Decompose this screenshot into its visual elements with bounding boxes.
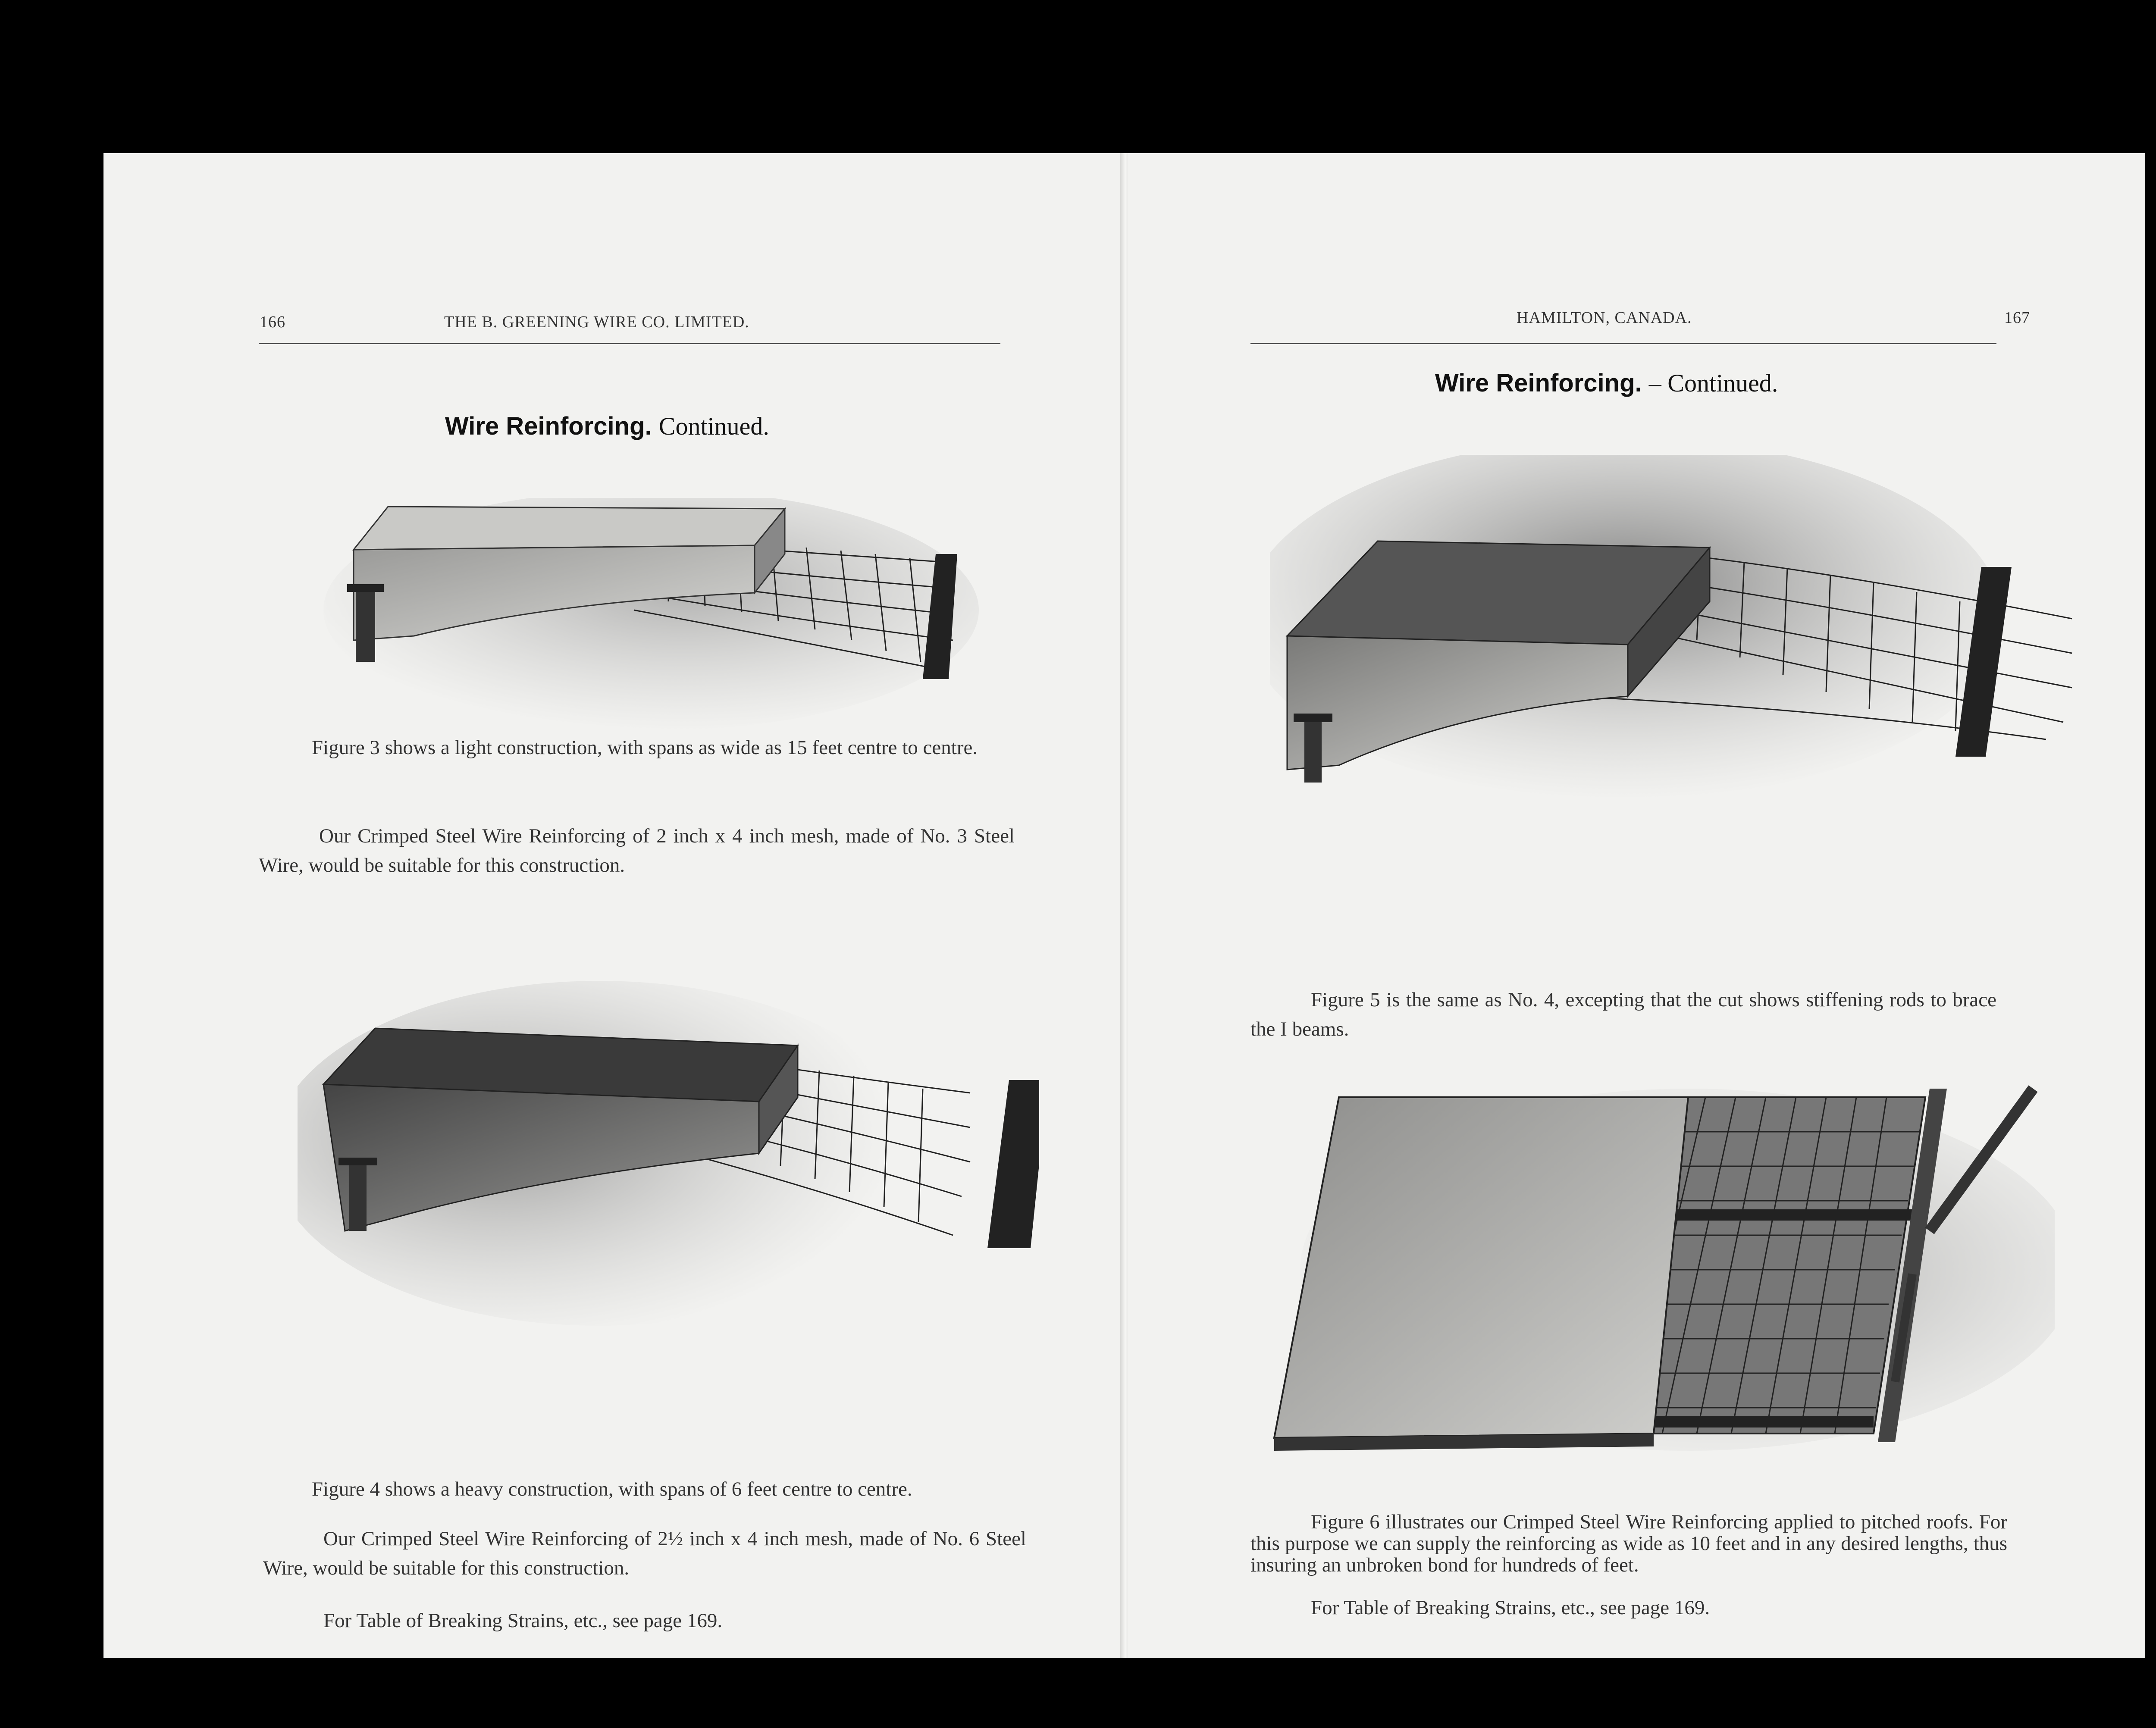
left-page [103, 153, 1125, 1658]
figure-6-caption: Figure 6 illustrates our Crimped Steel Wire Reinforcing applied to pitched roofs. For this purpose we can supply the reinforcing as wide as 10 feet and in any desired lengths, thus insuring an unbroken bond for hundreds of feet. [1250, 1511, 2007, 1576]
section-heading-left [445, 412, 769, 441]
running-title-left: THE B. GREENING WIRE CO. LIMITED. [444, 313, 749, 331]
heading-bold: Wire Reinforcing. [445, 412, 652, 440]
heading-continued: Continued. [658, 412, 769, 440]
heading-continued: – Continued. [1648, 369, 1778, 397]
page-number-left: 166 [260, 313, 285, 331]
figure-6-illustration [1257, 1080, 2055, 1459]
header-rule-left [259, 343, 1000, 344]
figure-5-illustration [1270, 455, 2089, 920]
right-page [1128, 153, 2145, 1658]
heading-bold: Wire Reinforcing. [1435, 369, 1642, 397]
table-reference-left: For Table of Breaking Strains, etc., see page 169. [323, 1609, 723, 1632]
figure-3-caption: Figure 3 shows a light construction, with spans as wide as 15 feet centre to centre. [312, 736, 978, 759]
figure-4-illustration [298, 972, 1039, 1352]
figure-5-caption: Figure 5 is the same as No. 4, excepting that the cut shows stiffening rods to brace the I beams. [1250, 989, 1996, 1040]
section-heading-right [1435, 369, 1778, 398]
table-reference-right: For Table of Breaking Strains, etc., see page 169. [1311, 1597, 1710, 1619]
header-rule-right [1250, 343, 1996, 344]
figure-3-note: Our Crimped Steel Wire Reinforcing of 2 inch x 4 inch mesh, made of No. 3 Steel Wire, would be suitable for this construction. [259, 825, 1015, 877]
figure-4-caption: Figure 4 shows a heavy construction, with spans of 6 feet centre to centre. [312, 1478, 912, 1500]
figure-3-illustration [298, 498, 1031, 765]
page-number-right: 167 [2004, 309, 2030, 327]
running-title-right: HAMILTON, CANADA. [1517, 309, 1692, 327]
figure-4-note: Our Crimped Steel Wire Reinforcing of 2½ inch x 4 inch mesh, made of No. 6 Steel Wire, would be suitable for this construction. [263, 1528, 1026, 1579]
